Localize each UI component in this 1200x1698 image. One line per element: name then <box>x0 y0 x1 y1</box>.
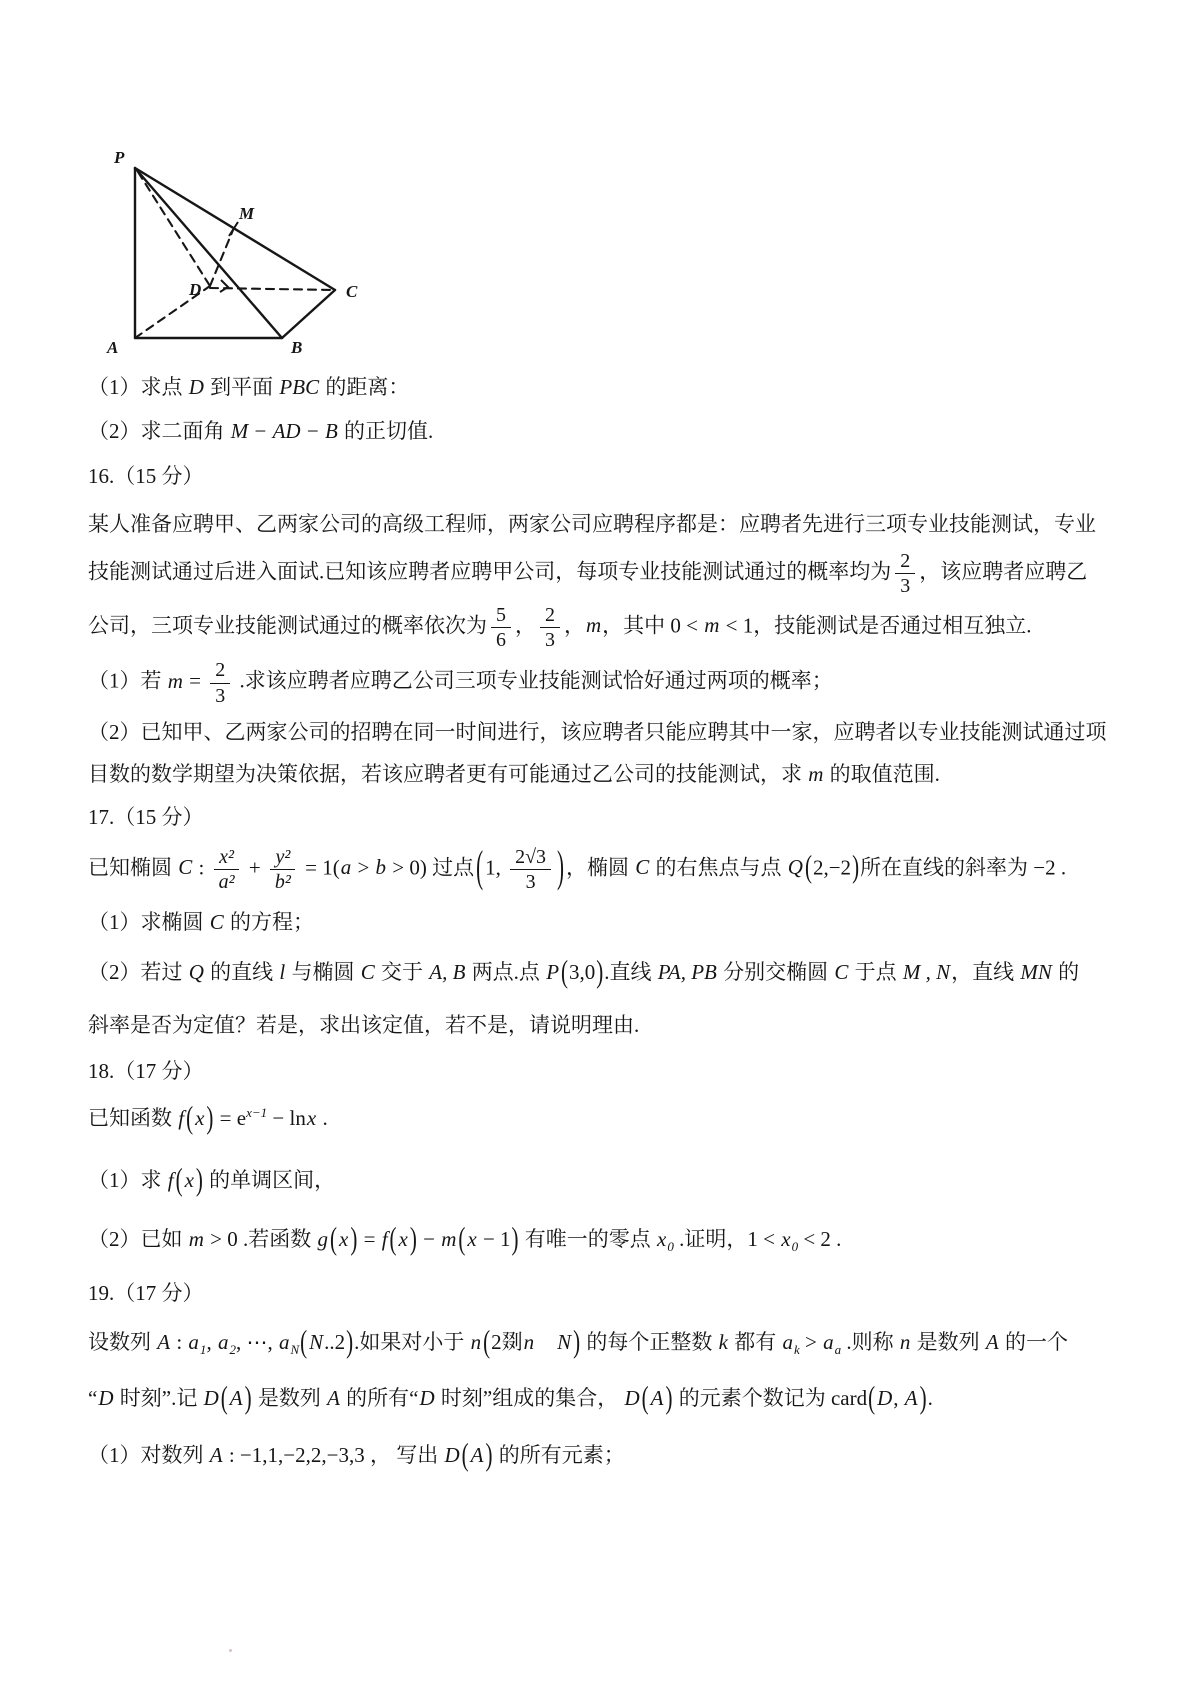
fraction <box>270 846 296 894</box>
math-var: D <box>188 375 204 399</box>
text-segment: ， <box>563 613 585 638</box>
text-segment: 是数列 <box>252 1385 327 1410</box>
math-var: Q <box>787 855 803 880</box>
text-segment: > 0 .若函数 <box>204 1227 317 1252</box>
tall-paren: ( <box>175 1161 183 1198</box>
text-segment: （2）若过 <box>88 959 188 984</box>
text-segment: = e <box>214 1106 247 1131</box>
math-var: PA, PB <box>657 959 717 984</box>
text-segment: < 2 . <box>798 1227 842 1252</box>
tall-paren: ) <box>511 1220 519 1257</box>
text-segment: 公司，三项专业技能测试通过的概率依次为 <box>88 613 487 638</box>
math-var: D <box>419 1385 435 1410</box>
text-segment: 与椭圆 <box>286 959 360 984</box>
math-var: m <box>441 1227 457 1252</box>
tall-paren: ) <box>244 1379 252 1416</box>
text-segment: 斜率是否为定值？若是，求出该定值，若不是，请说明理由. <box>88 1013 640 1038</box>
text-segment: 的每个正整数 <box>581 1330 718 1355</box>
superscript: x−1 <box>246 1105 268 1121</box>
math-var: m <box>188 1227 204 1252</box>
text-segment: ， <box>514 613 536 638</box>
subscript: 1 <box>199 1342 207 1358</box>
math-var: x <box>657 1227 667 1252</box>
vertex-label-D: D <box>189 280 202 299</box>
math-var: x <box>306 1106 317 1131</box>
text-segment: 某人准备应聘甲、乙两家公司的高级工程师，两家公司应聘程序都是：应聘者先进行三项专业技能测试，专业 <box>88 511 1096 536</box>
text-segment: 的一个 <box>999 1330 1068 1355</box>
q16-line2 <box>88 550 1160 598</box>
tall-paren: ) <box>852 848 860 885</box>
q19-line2 <box>88 1379 1160 1416</box>
fraction <box>491 604 511 652</box>
tall-paren: ) <box>573 1323 581 1360</box>
text-segment: − <box>417 1227 441 1252</box>
text-segment: 的元素个数记为 card <box>673 1385 868 1410</box>
fraction-numerator: 2√3 <box>510 846 551 870</box>
text-segment: = <box>183 669 207 694</box>
text-segment: 19.（17 分） <box>88 1280 204 1305</box>
math-var: m <box>704 613 720 638</box>
q17-part2a <box>88 953 1160 990</box>
q18-line1 <box>88 1099 1160 1136</box>
fraction-denominator: a² <box>218 870 235 893</box>
math-var: n <box>523 1330 535 1355</box>
math-var: N <box>557 1330 572 1355</box>
text-segment: 已知椭圆 <box>88 855 178 880</box>
math-var: P <box>546 959 560 984</box>
math-var: x <box>467 1227 477 1252</box>
tall-paren: ( <box>458 1220 466 1257</box>
text-segment: . <box>317 1106 328 1131</box>
q17-part1 <box>88 907 1160 939</box>
tall-paren: ( <box>561 953 569 990</box>
text-segment: = <box>358 1227 381 1252</box>
math-var: C <box>360 959 375 984</box>
tall-paren: ) <box>346 1323 354 1360</box>
fraction <box>895 550 915 598</box>
text-segment: 已知函数 <box>88 1106 178 1131</box>
text-segment: .证明，1 < <box>673 1227 781 1252</box>
math-var: MN <box>1020 959 1052 984</box>
tall-paren: ) <box>206 1099 214 1136</box>
math-var: f <box>178 1106 185 1131</box>
text-segment: （2）已知甲、乙两家公司的招聘在同一时间进行，该应聘者只能应聘其中一家，应聘者以专业技能测试通过项 <box>88 720 1107 745</box>
text-segment: 2剟 <box>491 1330 523 1355</box>
math-var: A <box>209 1443 223 1468</box>
tall-paren: ) <box>485 1436 493 1473</box>
math-var: b <box>375 855 387 880</box>
tall-paren: ) <box>919 1379 927 1416</box>
math-var: D <box>98 1385 114 1410</box>
q16-part1 <box>88 659 1160 707</box>
q16-line3 <box>88 604 1160 652</box>
text-segment: > <box>352 855 375 880</box>
text-segment: 目数的数学期望为决策依据，若该应聘者更有可能通过乙公司的技能测试，求 <box>88 761 808 786</box>
text-segment: 的距离： <box>320 375 410 399</box>
vertex-label-A: A <box>107 338 119 357</box>
math-var: x <box>195 1106 205 1131</box>
text-segment: 设数列 <box>88 1330 157 1355</box>
math-var: g <box>317 1227 329 1252</box>
text-segment: 的右焦点与点 <box>650 855 787 880</box>
tall-paren: ) <box>350 1220 358 1257</box>
q19-line1 <box>88 1323 1160 1360</box>
text-segment: − <box>301 418 324 443</box>
tall-paren: ( <box>300 1323 308 1360</box>
tall-paren: ( <box>868 1379 876 1416</box>
text-segment: 于点 <box>849 959 902 984</box>
tall-paren: ) <box>596 953 604 990</box>
fraction <box>510 846 551 894</box>
math-var: AD <box>272 418 301 443</box>
q19-header <box>88 1278 1160 1310</box>
math-var: PBC <box>279 375 320 399</box>
math-var: m <box>585 613 602 638</box>
text-segment: , <box>206 1330 217 1355</box>
text-segment: 的取值范围. <box>824 761 940 786</box>
q19-part1 <box>88 1436 1160 1473</box>
math-var: a <box>782 1330 793 1355</box>
text-segment: .直线 <box>604 959 657 984</box>
text-segment: < 1，技能测试是否通过相互独立. <box>720 613 1032 638</box>
text-segment: 1, <box>485 855 507 880</box>
math-var: D <box>444 1443 460 1468</box>
math-var: A <box>904 1385 918 1410</box>
tall-paren: ( <box>804 848 812 885</box>
text-segment: : <box>171 1330 188 1355</box>
q17-line1 <box>88 841 1160 894</box>
math-var: a <box>340 855 352 880</box>
math-var: D <box>203 1385 219 1410</box>
math-var: a <box>188 1330 199 1355</box>
text-segment: 的直线 <box>204 959 279 984</box>
text-segment: , ⋯, <box>235 1330 278 1355</box>
q15-part1 <box>88 372 1160 404</box>
big-paren: ( <box>476 841 484 892</box>
math-var: Q <box>188 959 204 984</box>
subscript: 0 <box>791 1239 799 1255</box>
text-segment: : −1,1,−2,2,−3,3 ， 写出 <box>223 1443 444 1468</box>
text-segment: 两点.点 <box>466 959 546 984</box>
text-segment: , <box>893 1385 904 1410</box>
math-var: C <box>635 855 650 880</box>
math-var: x <box>781 1227 791 1252</box>
subscript: k <box>794 1342 800 1358</box>
math-var: f <box>167 1167 174 1192</box>
tall-paren: ( <box>220 1379 228 1416</box>
text-segment: 的 <box>1052 959 1080 984</box>
math-var: A <box>229 1385 243 1410</box>
math-var: A <box>327 1385 340 1410</box>
text-segment: .如果对小于 <box>354 1330 470 1355</box>
text-segment: .则称 <box>841 1330 899 1355</box>
math-var: x <box>184 1167 194 1192</box>
text-segment: 的正切值. <box>338 418 434 443</box>
math-var: M <box>230 418 249 443</box>
tall-paren: ( <box>330 1220 338 1257</box>
text-segment <box>535 1330 556 1354</box>
math-var: A, B <box>429 959 466 984</box>
math-var: n <box>899 1330 911 1355</box>
text-segment: 技能测试通过后进入面试.已知该应聘者应聘甲公司，每项专业技能测试通过的概率均为 <box>88 559 892 584</box>
math-var: C <box>834 959 849 984</box>
math-var: C <box>209 910 224 935</box>
fraction-numerator: y² <box>270 846 295 870</box>
text-segment: ，其中 0 < <box>602 613 704 638</box>
text-segment: 的单调区间， <box>203 1167 336 1192</box>
q18-part2 <box>88 1220 1160 1257</box>
fraction-numerator: 5 <box>491 604 511 628</box>
tall-paren: ( <box>461 1436 469 1473</box>
q16-header <box>88 461 1160 493</box>
tall-paren: ( <box>389 1220 397 1257</box>
text-segment: （1）若 <box>88 669 167 694</box>
text-segment: − 1 <box>477 1227 511 1252</box>
math-var: A <box>470 1443 484 1468</box>
subscript: 0 <box>667 1239 674 1255</box>
fraction-denominator: b² <box>274 870 291 893</box>
text-segment: （1）求点 <box>88 375 188 399</box>
text-segment: + <box>243 855 266 880</box>
math-var: m <box>808 761 824 786</box>
text-segment: （2）已如 <box>88 1227 188 1252</box>
text-segment: 2,−2 <box>812 855 852 880</box>
text-segment: 的所有元素； <box>493 1443 625 1468</box>
text-segment: 17.（15 分） <box>88 805 204 830</box>
math-var: n <box>470 1330 482 1355</box>
text-segment: 分别交椭圆 <box>717 959 834 984</box>
q18-part1 <box>88 1161 1160 1198</box>
text-segment: > <box>799 1330 823 1355</box>
q16-part2b <box>88 759 1160 791</box>
text-segment: 都有 <box>729 1330 782 1355</box>
q16-part2a <box>88 717 1160 749</box>
subscript: 2 <box>229 1342 236 1358</box>
fraction-denominator: 3 <box>525 870 536 893</box>
tall-paren: ( <box>641 1379 649 1416</box>
math-var: l <box>279 959 286 984</box>
text-segment: : <box>193 855 210 880</box>
text-segment: 所在直线的斜率为 −2 . <box>860 855 1067 880</box>
math-var: m <box>167 669 183 694</box>
math-var: A <box>985 1330 999 1355</box>
math-var: a <box>278 1330 290 1355</box>
text-segment: 时刻”.记 <box>114 1385 203 1410</box>
fraction <box>214 846 240 894</box>
math-var: D <box>624 1385 640 1410</box>
math-var: D <box>877 1385 893 1410</box>
text-segment: . <box>927 1385 933 1410</box>
fraction <box>540 604 560 652</box>
math-var: C <box>178 855 193 880</box>
math-var: x <box>339 1227 349 1252</box>
vertex-label-P: P <box>114 148 125 167</box>
q17-part2b <box>88 1010 1160 1042</box>
fraction-numerator: x² <box>214 846 239 870</box>
math-var: A <box>650 1385 664 1410</box>
big-paren: ) <box>557 841 565 892</box>
math-var: B <box>324 418 338 443</box>
fraction-numerator: 2 <box>895 550 915 574</box>
text-segment: ，椭圆 <box>566 855 635 880</box>
text-segment: （1）求椭圆 <box>88 910 209 935</box>
fraction-numerator: 2 <box>540 604 560 628</box>
text-segment: 是数列 <box>911 1330 985 1355</box>
text-segment: = 1( <box>299 855 340 880</box>
fraction-denominator: 3 <box>900 575 911 598</box>
q18-header <box>88 1056 1160 1088</box>
text-segment: ..2 <box>324 1330 346 1355</box>
text-segment: “ <box>88 1385 98 1410</box>
fraction-denominator: 3 <box>215 684 226 707</box>
text-segment: 的方程； <box>224 910 315 935</box>
tall-paren: ) <box>665 1379 673 1416</box>
tall-paren: ) <box>195 1161 203 1198</box>
fraction-numerator: 2 <box>210 659 230 683</box>
fraction-denominator: 6 <box>496 629 506 652</box>
math-var: M , N <box>902 959 951 984</box>
text-segment: （1）求 <box>88 1167 167 1192</box>
math-var: a <box>217 1330 229 1355</box>
text-segment: .求该应聘者应聘乙公司三项专业技能测试恰好通过两项的概率； <box>234 669 833 694</box>
vertex-label-B: B <box>291 338 303 357</box>
q17-header <box>88 802 1160 834</box>
text-segment: ，直线 <box>951 959 1020 984</box>
math-var: A <box>157 1330 171 1355</box>
text-segment: − <box>249 418 272 443</box>
vertex-label-M: M <box>239 204 255 223</box>
text-segment: 18.（17 分） <box>88 1058 204 1083</box>
math-var: x <box>398 1227 408 1252</box>
tall-paren: ( <box>186 1099 194 1136</box>
text-segment: 到平面 <box>204 375 279 399</box>
math-var: N <box>309 1330 324 1355</box>
fraction-denominator: 3 <box>544 629 555 652</box>
q16-line1 <box>88 509 1160 541</box>
text-segment: （1）对数列 <box>88 1443 209 1468</box>
text-segment: > 0) 过点 <box>387 855 475 880</box>
text-segment: 时刻”组成的集合， <box>435 1385 624 1410</box>
tall-paren: ) <box>409 1220 417 1257</box>
subscript: N <box>290 1342 300 1358</box>
text-segment: ，该应聘者应聘乙 <box>919 559 1088 584</box>
text-segment: 的所有“ <box>340 1385 419 1410</box>
math-var: k <box>718 1330 728 1355</box>
text-segment: − ln <box>267 1106 306 1131</box>
text-segment: （2）求二面角 <box>88 418 230 443</box>
math-var: a <box>823 1330 834 1355</box>
fraction <box>210 659 230 707</box>
q15-part2 <box>88 416 1160 448</box>
text-segment: 交于 <box>375 959 429 984</box>
subscript: a <box>834 1342 842 1358</box>
text-segment: 有唯一的零点 <box>519 1227 657 1252</box>
vertex-label-C: C <box>346 282 358 301</box>
text-segment: 16.（15 分） <box>88 464 204 488</box>
tall-paren: ( <box>483 1323 491 1360</box>
text-segment: 3,0 <box>569 959 596 984</box>
stray-mark <box>229 1649 232 1652</box>
math-var: f <box>381 1227 388 1252</box>
